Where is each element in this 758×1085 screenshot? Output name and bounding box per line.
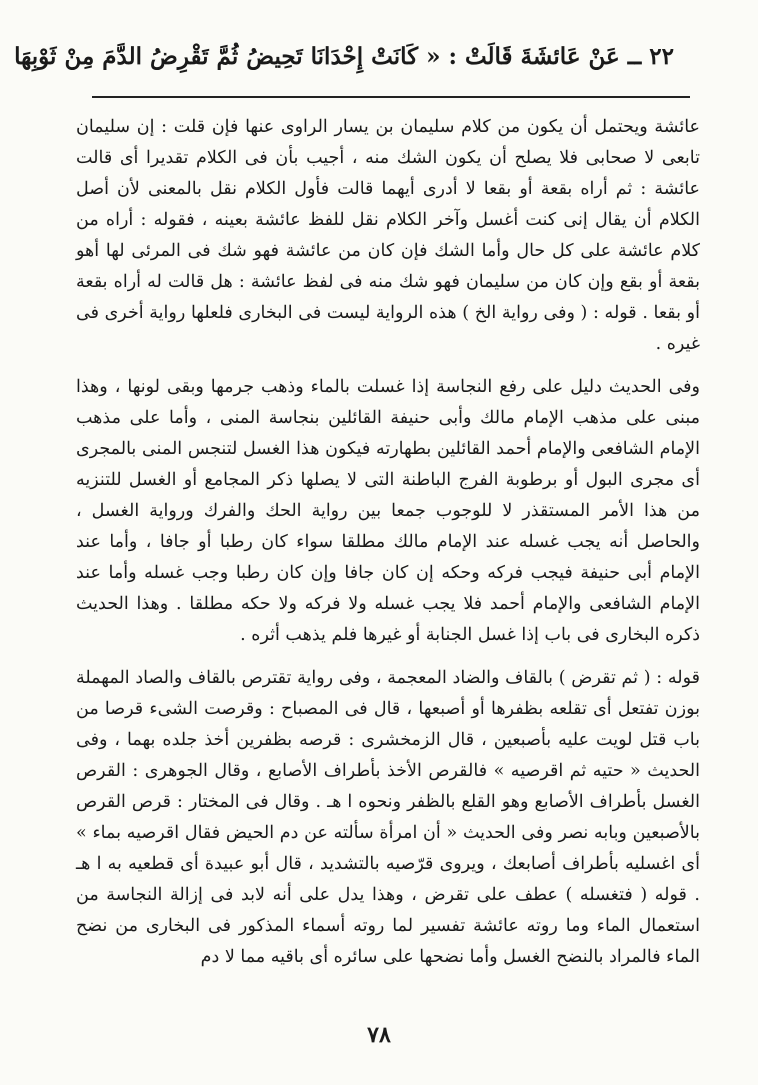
paragraph: عائشة ويحتمل أن يكون من كلام سليمان بن يسار الراوى عنها فإن قلت : إن سليمان تابعى لا صحابى فلا يصلح أن يكون الشك منه ، أجيب بأن فى الكلام تقديرا أى قالت عائشة : ثم أراه بقعة أو بقعا لا أدرى أيهما قالت فأول الكلام نقل بالمعنى لأن أصل الكلام أن يقال إنى كنت أغسل وآخر الكلام نقل للفظ عائشة بعينه ، فقوله : أراه من كلام عائشة على كل حال وأما الشك فإن كان من عائشة فهو شك فى المرئى لها أهو بقعة أو بقع وإن كان من سليمان فهو شك منه فى لفظ عائشة : هل قالت له أراه بقعة أو بقعا . قوله : ( وفى رواية الخ ) هذه الرواية ليست فى البخارى فلعلها رواية أخرى فى غيره . <box>76 117 700 354</box>
paragraph: وفى الحديث دليل على رفع النجاسة إذا غسلت بالماء وذهب جرمها وبقى لونها ، وهذا مبنى على مذهب الإمام مالك وأبى حنيفة القائلين بنجاسة المنى ، وأما على مذهب الإمام الشافعى والإمام أحمد القائلين بطهارته فيكون هذا الغسل لتنجس المنى بالمجرى أى مجرى البول أو برطوبة الفرج الباطنة التى لا يصلها ذكر المجامع أو الغسل للتنزيه من هذا الأمر المستقذر لا للوجوب جمعا بين رواية الحك والفرك ورواية الغسل ، والحاصل أنه يجب غسله عند الإمام مالك مطلقا سواء كان رطبا أو جافا ، وأما عند الإمام أبى حنيفة فيجب فركه وحكه إن كان جافا وإن كان رطبا وجب غسله وأما عند الإمام الشافعى والإمام أحمد فلا يجب غسله ولا فركه ولا حكه مطلقا . وهذا الحديث ذكره البخارى فى باب إذا غسل الجنابة أو غيرها فلم يذهب أثره . <box>76 377 700 645</box>
page-number: ٧٨ <box>367 1022 391 1048</box>
hadith-header: ٢٢ ــ عَنْ عَائشَةَ قَالَتْ : « كَانَتْ إِحْدَانَا تَحِيضُ ثُمَّ تَقْرِضُ الدَّمَ مِنْ ثَوْبِهَا <box>14 43 674 70</box>
paragraph: قوله : ( ثم تقرض ) بالقاف والضاد المعجمة ، وفى رواية تقترص بالقاف والصاد المهملة بوزن تفتعل أى تقلعه بظفرها أو أصبعها ، قال فى المصباح : وقرصت الشىء قرصا من باب قتل لويت عليه بأصبعين ، قال الزمخشرى : قرصه بظفرين أخذ جلده بهما ، وفى الحديث « حتيه ثم اقرصيه » فالقرص الأخذ بأطراف الأصابع ، وقال الجوهرى : القرص الغسل بأطراف الأصابع وهو القلع بالظفر ونحوه ا هـ . وقال فى المختار : قرص القرص بالأصبعين وبابه نصر وفى الحديث « أن امرأة سألته عن دم الحيض فقال اقرصيه بماء » أى اغسليه بأطراف أصابعك ، ويروى قرّصيه بالتشديد ، قال أبو عبيدة أى قطعيه به ا هـ . قوله ( فتغسله ) عطف على تقرض ، وهذا يدل على أنه لابد فى إزالة النجاسة من استعمال الماء وما روته عائشة تفسير لما روته أسماء المذكور فى البخارى من نضح الماء فالمراد بالنضح الغسل وأما نضحها على سائره أى باقيه مما لا دم <box>76 668 700 967</box>
commentary-body <box>76 112 700 973</box>
header-divider <box>92 96 690 98</box>
